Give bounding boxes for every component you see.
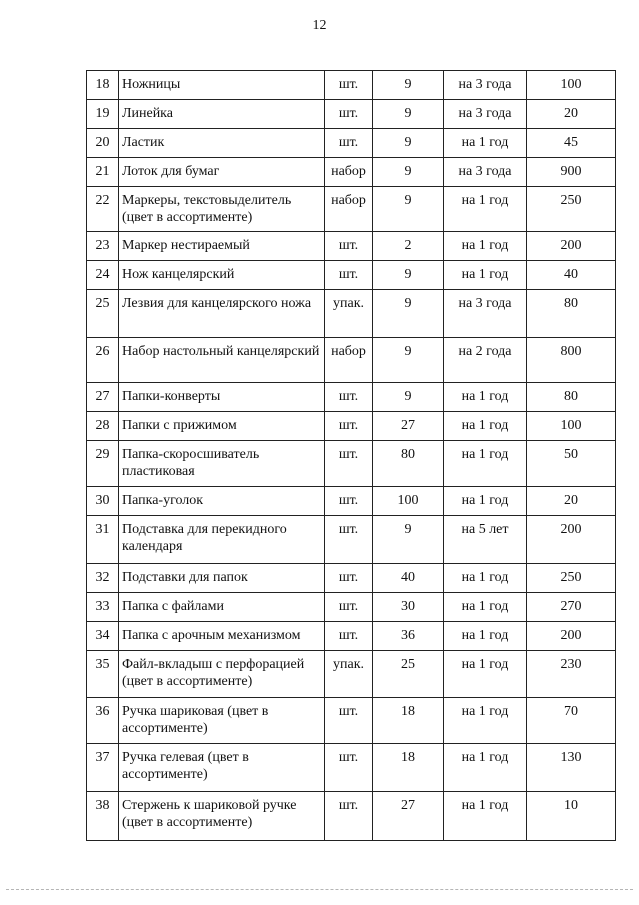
item-quantity: 9 xyxy=(373,71,444,100)
item-unit: шт. xyxy=(325,412,373,441)
item-quantity: 9 xyxy=(373,338,444,383)
item-quantity: 18 xyxy=(373,744,444,792)
item-name: Папки-конверты xyxy=(119,383,325,412)
item-unit: набор xyxy=(325,338,373,383)
item-unit: шт. xyxy=(325,698,373,744)
item-unit: упак. xyxy=(325,290,373,338)
item-quantity: 80 xyxy=(373,441,444,487)
table-row xyxy=(87,744,616,792)
item-name: Ручка шариковая (цвет в ассортименте) xyxy=(119,698,325,744)
page-number: 12 xyxy=(312,18,327,33)
item-term: на 1 год xyxy=(444,129,527,158)
item-quantity: 9 xyxy=(373,158,444,187)
table-row xyxy=(87,383,616,412)
table-row xyxy=(87,338,616,383)
item-price: 200 xyxy=(527,516,616,564)
table-row xyxy=(87,792,616,841)
item-price: 20 xyxy=(527,100,616,129)
item-price: 270 xyxy=(527,593,616,622)
table-row xyxy=(87,487,616,516)
table-row xyxy=(87,158,616,187)
item-price: 250 xyxy=(527,187,616,232)
row-number: 37 xyxy=(87,744,119,792)
item-price: 250 xyxy=(527,564,616,593)
item-term: на 1 год xyxy=(444,487,527,516)
item-name: Лезвия для канцелярского ножа xyxy=(119,290,325,338)
item-price: 100 xyxy=(527,412,616,441)
page-bottom-divider xyxy=(6,889,633,890)
item-price: 200 xyxy=(527,622,616,651)
item-quantity: 9 xyxy=(373,187,444,232)
table-row xyxy=(87,441,616,487)
item-name: Подставка для перекидного календаря xyxy=(119,516,325,564)
item-quantity: 27 xyxy=(373,792,444,841)
item-price: 100 xyxy=(527,71,616,100)
item-name: Маркер нестираемый xyxy=(119,232,325,261)
row-number: 18 xyxy=(87,71,119,100)
item-unit: набор xyxy=(325,187,373,232)
table-row xyxy=(87,516,616,564)
item-quantity: 9 xyxy=(373,100,444,129)
item-quantity: 9 xyxy=(373,129,444,158)
item-name: Стержень к шариковой ручке (цвет в ассортименте) xyxy=(119,792,325,841)
item-unit: шт. xyxy=(325,261,373,290)
item-price: 45 xyxy=(527,129,616,158)
item-unit: упак. xyxy=(325,651,373,698)
item-quantity: 18 xyxy=(373,698,444,744)
row-number: 19 xyxy=(87,100,119,129)
item-price: 800 xyxy=(527,338,616,383)
item-name: Ножницы xyxy=(119,71,325,100)
item-quantity: 2 xyxy=(373,232,444,261)
item-quantity: 25 xyxy=(373,651,444,698)
row-number: 36 xyxy=(87,698,119,744)
item-name: Папка-скоросшиватель пластиковая xyxy=(119,441,325,487)
table-row xyxy=(87,412,616,441)
item-unit: шт. xyxy=(325,232,373,261)
item-term: на 2 года xyxy=(444,338,527,383)
item-name: Папки с прижимом xyxy=(119,412,325,441)
row-number: 35 xyxy=(87,651,119,698)
row-number: 21 xyxy=(87,158,119,187)
item-term: на 1 год xyxy=(444,261,527,290)
item-term: на 3 года xyxy=(444,71,527,100)
row-number: 29 xyxy=(87,441,119,487)
item-unit: шт. xyxy=(325,516,373,564)
row-number: 34 xyxy=(87,622,119,651)
item-term: на 1 год xyxy=(444,564,527,593)
item-unit: шт. xyxy=(325,100,373,129)
table-row xyxy=(87,593,616,622)
item-name: Нож канцелярский xyxy=(119,261,325,290)
table-row xyxy=(87,129,616,158)
item-price: 70 xyxy=(527,698,616,744)
item-unit: шт. xyxy=(325,441,373,487)
item-price: 80 xyxy=(527,290,616,338)
item-unit: шт. xyxy=(325,129,373,158)
item-name: Линейка xyxy=(119,100,325,129)
table-row xyxy=(87,232,616,261)
item-unit: шт. xyxy=(325,564,373,593)
item-term: на 5 лет xyxy=(444,516,527,564)
item-name: Лоток для бумаг xyxy=(119,158,325,187)
item-term: на 1 год xyxy=(444,232,527,261)
item-quantity: 9 xyxy=(373,261,444,290)
row-number: 24 xyxy=(87,261,119,290)
item-unit: набор xyxy=(325,158,373,187)
item-price: 10 xyxy=(527,792,616,841)
item-term: на 3 года xyxy=(444,290,527,338)
item-name: Папка-уголок xyxy=(119,487,325,516)
row-number: 25 xyxy=(87,290,119,338)
table-row xyxy=(87,100,616,129)
item-term: на 1 год xyxy=(444,622,527,651)
table-row xyxy=(87,622,616,651)
item-quantity: 9 xyxy=(373,516,444,564)
item-name: Папка с файлами xyxy=(119,593,325,622)
item-term: на 1 год xyxy=(444,412,527,441)
supplies-table xyxy=(86,70,616,841)
table-row xyxy=(87,564,616,593)
item-term: на 1 год xyxy=(444,744,527,792)
item-price: 50 xyxy=(527,441,616,487)
item-quantity: 40 xyxy=(373,564,444,593)
item-term: на 3 года xyxy=(444,158,527,187)
table-row xyxy=(87,651,616,698)
item-name: Файл-вкладыш с перфорацией (цвет в ассортименте) xyxy=(119,651,325,698)
item-name: Папка с арочным механизмом xyxy=(119,622,325,651)
item-name: Ластик xyxy=(119,129,325,158)
item-quantity: 36 xyxy=(373,622,444,651)
item-price: 130 xyxy=(527,744,616,792)
item-quantity: 9 xyxy=(373,383,444,412)
item-name: Маркеры, текстовыделитель (цвет в ассортименте) xyxy=(119,187,325,232)
table-row xyxy=(87,261,616,290)
row-number: 22 xyxy=(87,187,119,232)
item-quantity: 27 xyxy=(373,412,444,441)
item-quantity: 30 xyxy=(373,593,444,622)
item-name: Ручка гелевая (цвет в ассортименте) xyxy=(119,744,325,792)
item-unit: шт. xyxy=(325,593,373,622)
item-name: Набор настольный канцелярский xyxy=(119,338,325,383)
row-number: 23 xyxy=(87,232,119,261)
row-number: 30 xyxy=(87,487,119,516)
table-row xyxy=(87,290,616,338)
item-price: 20 xyxy=(527,487,616,516)
item-quantity: 9 xyxy=(373,290,444,338)
item-quantity: 100 xyxy=(373,487,444,516)
item-term: на 1 год xyxy=(444,792,527,841)
item-term: на 1 год xyxy=(444,187,527,232)
item-unit: шт. xyxy=(325,744,373,792)
item-term: на 3 года xyxy=(444,100,527,129)
item-term: на 1 год xyxy=(444,698,527,744)
table-row xyxy=(87,187,616,232)
row-number: 31 xyxy=(87,516,119,564)
row-number: 38 xyxy=(87,792,119,841)
table-row xyxy=(87,71,616,100)
item-name: Подставки для папок xyxy=(119,564,325,593)
item-price: 40 xyxy=(527,261,616,290)
item-term: на 1 год xyxy=(444,441,527,487)
item-unit: шт. xyxy=(325,622,373,651)
item-unit: шт. xyxy=(325,71,373,100)
row-number: 33 xyxy=(87,593,119,622)
row-number: 27 xyxy=(87,383,119,412)
row-number: 28 xyxy=(87,412,119,441)
item-unit: шт. xyxy=(325,487,373,516)
item-price: 900 xyxy=(527,158,616,187)
item-unit: шт. xyxy=(325,383,373,412)
row-number: 32 xyxy=(87,564,119,593)
item-price: 230 xyxy=(527,651,616,698)
item-term: на 1 год xyxy=(444,383,527,412)
item-price: 80 xyxy=(527,383,616,412)
row-number: 26 xyxy=(87,338,119,383)
item-price: 200 xyxy=(527,232,616,261)
item-term: на 1 год xyxy=(444,593,527,622)
table-row xyxy=(87,698,616,744)
row-number: 20 xyxy=(87,129,119,158)
item-term: на 1 год xyxy=(444,651,527,698)
item-unit: шт. xyxy=(325,792,373,841)
